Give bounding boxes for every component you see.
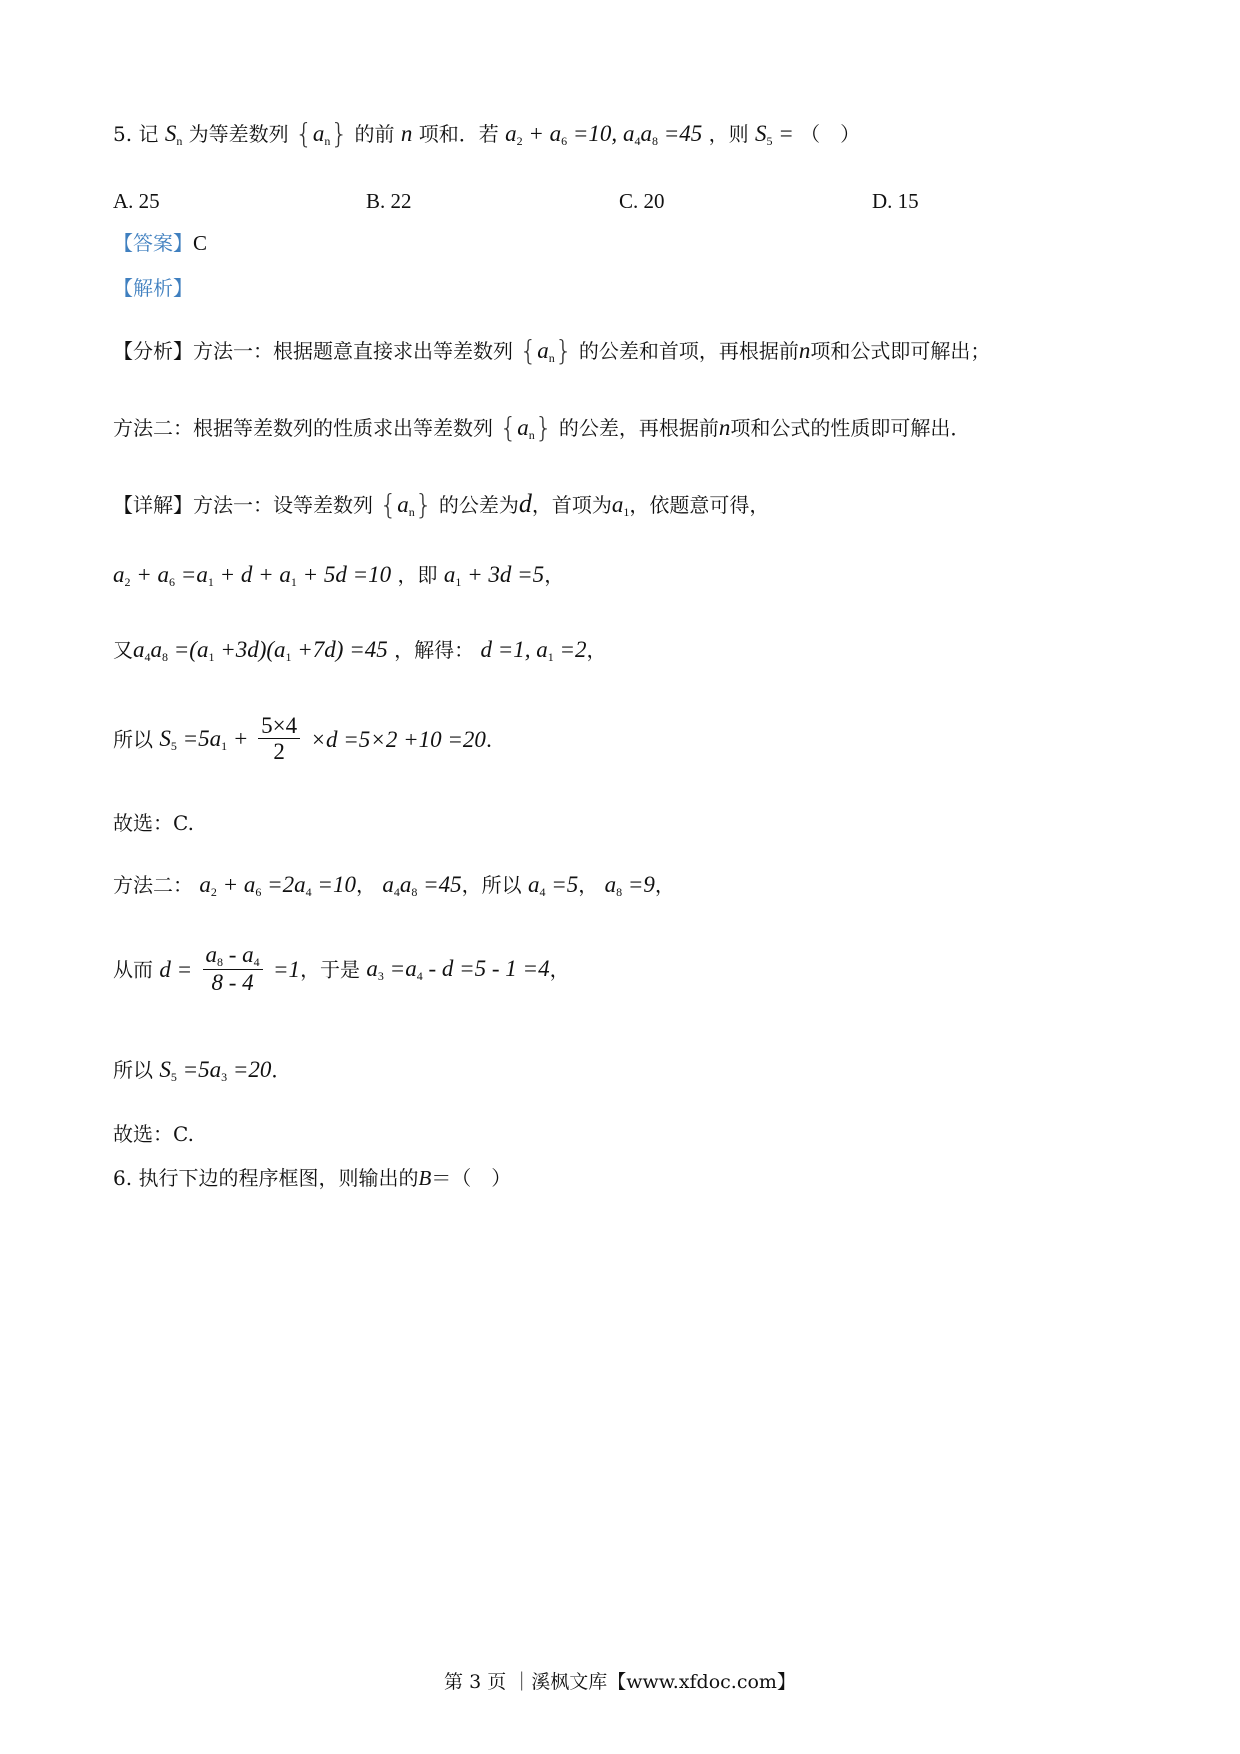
- fenxi-label: 【分析】: [113, 339, 193, 363]
- math-n: n: [718, 415, 731, 440]
- detail-text3: ，首项为: [531, 493, 612, 517]
- eq3-left: $S_5 =5a_1$ +: [159, 725, 255, 753]
- final-prefix: 所以: [113, 1058, 153, 1082]
- fenxi-method1: [113, 334, 991, 367]
- math-an: $a_n$: [312, 121, 331, 148]
- brace-right: }: [414, 488, 433, 521]
- q5-text3: 项和．若: [418, 122, 499, 146]
- brace-right: }: [534, 411, 553, 444]
- brace-right: }: [330, 117, 349, 150]
- eq1-line: [113, 563, 564, 588]
- detail-text2: 的公差为: [438, 493, 519, 517]
- from-prefix: 从而: [113, 957, 153, 982]
- analysis-label: 【解析】: [113, 276, 193, 300]
- eq2-mid: ，解得：: [394, 638, 475, 662]
- method2-line: [113, 873, 675, 898]
- eq1: $a_2 + a_6 =a_1 + d + a_1 + 5d =10$: [113, 562, 392, 589]
- from-end: ，: [549, 957, 570, 982]
- eq2: $a_4a_8 =(a_1 +3d)(a_1 +7d) =45$: [133, 637, 388, 664]
- q6-end: ＝（ ）: [431, 1166, 512, 1190]
- detail-text1: 方法一：设等差数列: [193, 493, 373, 517]
- answer-value: C: [193, 231, 208, 255]
- detail-text4: ，依题意可得，: [629, 493, 770, 517]
- m2-c4: ，: [654, 873, 675, 897]
- brace-left: {: [519, 334, 538, 367]
- brace-left: {: [499, 411, 518, 444]
- from-mid: ，于是: [300, 957, 361, 982]
- math-an: $a_n$: [517, 415, 535, 442]
- q5-text5: （ ）: [800, 122, 861, 146]
- page-footer: 第 3 页 ｜溪枫文库【www.xfdoc.com】: [444, 1671, 796, 1693]
- eq1b: $a_1 + 3d =5$: [443, 562, 545, 589]
- final-end: ．: [271, 1058, 292, 1082]
- option-b: B. 22: [366, 189, 412, 213]
- final-line: [113, 1058, 291, 1083]
- choose-1: 故选：C.: [113, 811, 194, 835]
- m2-c1: ，: [355, 873, 376, 897]
- q5-text2: 的前: [354, 122, 395, 146]
- fenxi-method2: [113, 411, 971, 444]
- fenxi-m2-text1: 方法二：根据等差数列的性质求出等差数列: [113, 416, 493, 440]
- detail-label: 【详解】: [113, 493, 193, 517]
- math-S5: $S_5$ =: [754, 121, 794, 148]
- q6-var: B: [418, 1166, 432, 1190]
- fraction-5x4-over-2: $\frac{5\times 4}{2}$: [258, 713, 300, 766]
- eq3-right: ×d =5×2 +10 =20: [310, 726, 486, 752]
- brace-right: }: [554, 334, 573, 367]
- from-line: [113, 942, 570, 997]
- eq1-end: ，: [544, 563, 565, 587]
- fenxi-m2-text2: 的公差，再根据前: [558, 416, 719, 440]
- final-eq: $S_5 =5a_3 =20$: [159, 1057, 272, 1084]
- eq2-end: ，: [586, 638, 607, 662]
- eq1-mid: ，即: [397, 563, 438, 587]
- math-d-eq: d =: [159, 956, 193, 982]
- answer-line: [113, 233, 207, 254]
- m2-c3: ，: [578, 873, 599, 897]
- option-c: C. 20: [619, 189, 665, 213]
- fenxi-m1-text3: 项和公式即可解出；: [810, 339, 991, 363]
- math-Sn: $S_n$: [164, 121, 183, 148]
- math-an: $a_n$: [397, 492, 415, 519]
- q6-text: 6. 执行下边的程序框图，则输出的: [113, 1166, 419, 1190]
- option-a: A. 25: [113, 189, 160, 213]
- math-a1: $a_1$: [611, 492, 630, 519]
- method2-prefix: 方法二：: [113, 873, 193, 897]
- eq3-prefix: 所以: [113, 727, 153, 752]
- brace-left: {: [379, 488, 398, 521]
- m2-eq-b: $a_4a_8 =45$: [382, 872, 462, 899]
- eq2-prefix: 又: [113, 638, 133, 662]
- math-an: $a_n$: [537, 338, 555, 365]
- m2-eq-d: $a_8 =9$: [604, 872, 655, 899]
- detail-intro: [113, 488, 770, 521]
- option-d: D. 15: [872, 189, 919, 213]
- m2-c2: ，所以: [461, 873, 522, 897]
- eq3-end: ．: [485, 727, 506, 752]
- m2-eq-a: $a_2 + a_6 =2a_4 =10$: [199, 872, 356, 899]
- q5-stem: [113, 117, 861, 150]
- eq-1: =1: [273, 956, 301, 982]
- math-n: n: [400, 121, 413, 146]
- q5-prefix: 5. 记: [113, 122, 159, 146]
- fenxi-m1-text2: 的公差和首项，再根据前: [578, 339, 799, 363]
- m2-eq-c: $a_4 =5$: [527, 872, 579, 899]
- q5-text1: 为等差数列: [188, 122, 289, 146]
- fenxi-m2-text3: 项和公式的性质即可解出．: [730, 416, 971, 440]
- choose-2: 故选：C.: [113, 1122, 194, 1146]
- math-n: n: [798, 338, 811, 363]
- q6-stem: [113, 1168, 511, 1189]
- q5-text4: ，则: [708, 122, 749, 146]
- fenxi-m1-text1: 方法一：根据题意直接求出等差数列: [193, 339, 513, 363]
- fraction-d: $\frac{a_8 - a_4}{8 - 4}$: [203, 942, 263, 997]
- brace-left: {: [295, 117, 313, 150]
- eq2-line: [113, 638, 607, 663]
- answer-label: 【答案】: [113, 231, 193, 255]
- eq2-solution: d =1, $a_1 =2$: [480, 637, 587, 664]
- eq3-line: [113, 713, 506, 766]
- math-d: d: [518, 489, 532, 518]
- a3-eq: $a_3 =a_4 - d =5 - 1 =4$: [366, 955, 550, 983]
- q5-condition: $a_2 + a_6 =10$, $a_4a_8 =45$: [505, 121, 703, 148]
